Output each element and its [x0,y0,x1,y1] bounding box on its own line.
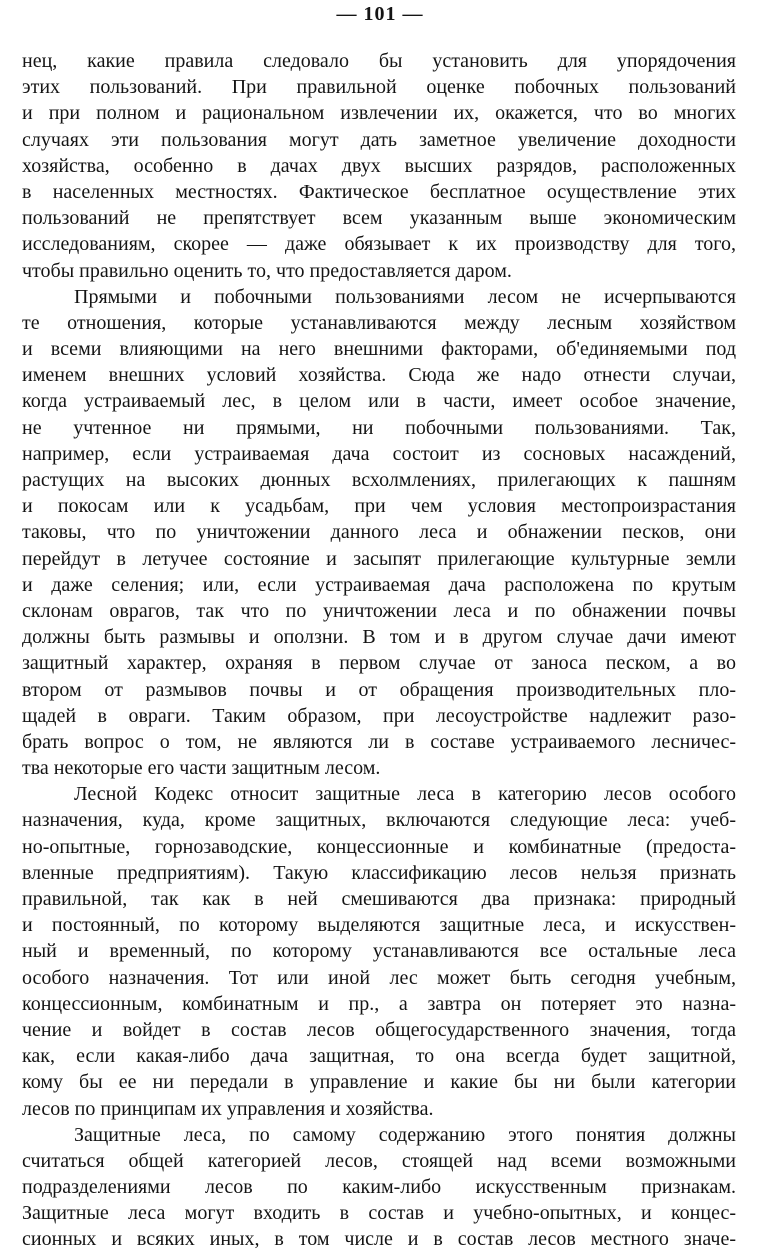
text-line: склонам оврагов, так что по уничтожении леса и по обнажении почвы [22,599,736,622]
text-line: растущих на высоких дюнных всхолмлениях, прилегающих к пашням [22,469,736,491]
text-line: считаться общей категорией лесов, стоящей над всеми возможными [22,1149,736,1172]
text-line: ный и временный, по которому устанавливаются все остальные леса [22,940,736,963]
text-line: кому бы ее ни передали в управление и какие бы ни были категории [22,1071,736,1094]
text-line: этих пользований. При правильной оценке побочных пользований [22,76,736,99]
body-text [22,48,736,1253]
text-line: случаях эти пользования могут дать заметное увеличение доходности [22,128,736,151]
text-line: и всеми влияющими на него внешними факторами, об'единяемыми под [22,338,736,361]
text-line: нец, какие правила следовало бы установить для упорядочения [22,50,736,72]
text-line: хозяйства, особенно в дачах двух высших разрядов, расположенных [22,154,736,177]
text-line: назначения, куда, кроме защитных, включаются следующие леса: учеб- [22,809,736,832]
text-line: таковы, что по уничтожении данного леса и обнажении песков, они [22,521,736,544]
text-line: пользований не препятствует всем указанным выше экономическим [22,207,736,230]
paragraph [22,48,736,284]
text-line: лесов по принципам их управления и хозяйства. [22,1097,434,1120]
paragraph [22,781,736,1121]
text-line: и при полном и рациональном извлечении их, окажется, что во многих [22,102,736,125]
text-line: подразделениями лесов по каким-либо искусственным признакам. [22,1176,736,1199]
text-line: в населенных местностях. Фактическое бесплатное осуществление этих [22,180,736,203]
text-line: щадей в овраги. Таким образом, при лесоустройстве надлежит разо- [22,704,736,727]
page-number: — 101 — [336,3,424,25]
text-line: правильной, так как в ней смешиваются два признака: природный [22,888,736,910]
text-line: как, если какая-либо дача защитная, то она всегда будет защитной, [22,1045,736,1068]
text-line: не учтенное ни прямыми, ни побочными пользованиями. Так, [22,416,736,439]
text-line: сионных и всяких иных, в том числе и в состав лесов местного значе- [22,1228,736,1251]
text-line: когда устраиваемый лес, в целом или в части, имеет особое значение, [22,390,736,413]
text-line: например, если устраиваемая дача состоит из сосновых насаждений, [22,442,736,465]
text-line: но-опытные, горнозаводские, концессионные и комбинатные (предоста- [22,835,736,858]
text-line: Лесной Кодекс относит защитные леса в категорию лесов особого [74,783,736,806]
text-line: вленные предприятиям). Такую классификацию лесов нельзя признать [22,861,736,884]
text-line: брать вопрос о том, не являются ли в составе устраиваемого лесничес- [22,730,736,753]
paragraph [22,1122,736,1253]
text-line: и даже селения; или, если устраиваемая дача расположена по крутым [22,573,736,596]
text-line: втором от размывов почвы и от обращения производительных пло- [22,678,736,701]
text-line: те отношения, которые устанавливаются между лесным хозяйством [22,311,736,334]
text-line: перейдут в летучее состояние и засыпят прилегающие культурные земли [22,547,736,570]
text-line: тва некоторые его части защитным лесом. [22,757,381,780]
text-line: и постоянный, по которому выделяются защитные леса, и искусствен- [22,914,736,937]
paragraph [22,284,736,782]
text-line: защитный характер, охраняя в первом случае от заноса песком, а во [22,652,736,675]
text-line: чение и войдет в состав лесов общегосударственного значения, тогда [22,1018,736,1041]
text-line: чтобы правильно оценить то, что предоставляется даром. [22,259,512,282]
text-line: особого назначения. Тот или иной лес может быть сегодня учебным, [22,966,736,989]
text-line: Защитные леса могут входить в состав и учебно-опытных, и концес- [22,1202,736,1225]
text-line: и покосам или к усадьбам, при чем условия местопроизрастания [22,495,736,518]
text-line: концессионным, комбинатным и пр., а завтра он потеряет это назна- [22,992,736,1015]
text-line: исследованиям, скорее — даже обязывает к их производству для того, [22,233,736,256]
text-line: должны быть размывы и оползни. В том и в другом случае дачи имеют [22,626,736,649]
text-line: именем внешних условий хозяйства. Сюда же надо отнести случаи, [22,364,736,387]
text-line: Прямыми и побочными пользованиями лесом не исчерпываются [74,285,736,308]
text-line: Защитные леса, по самому содержанию этого понятия должны [74,1123,736,1146]
